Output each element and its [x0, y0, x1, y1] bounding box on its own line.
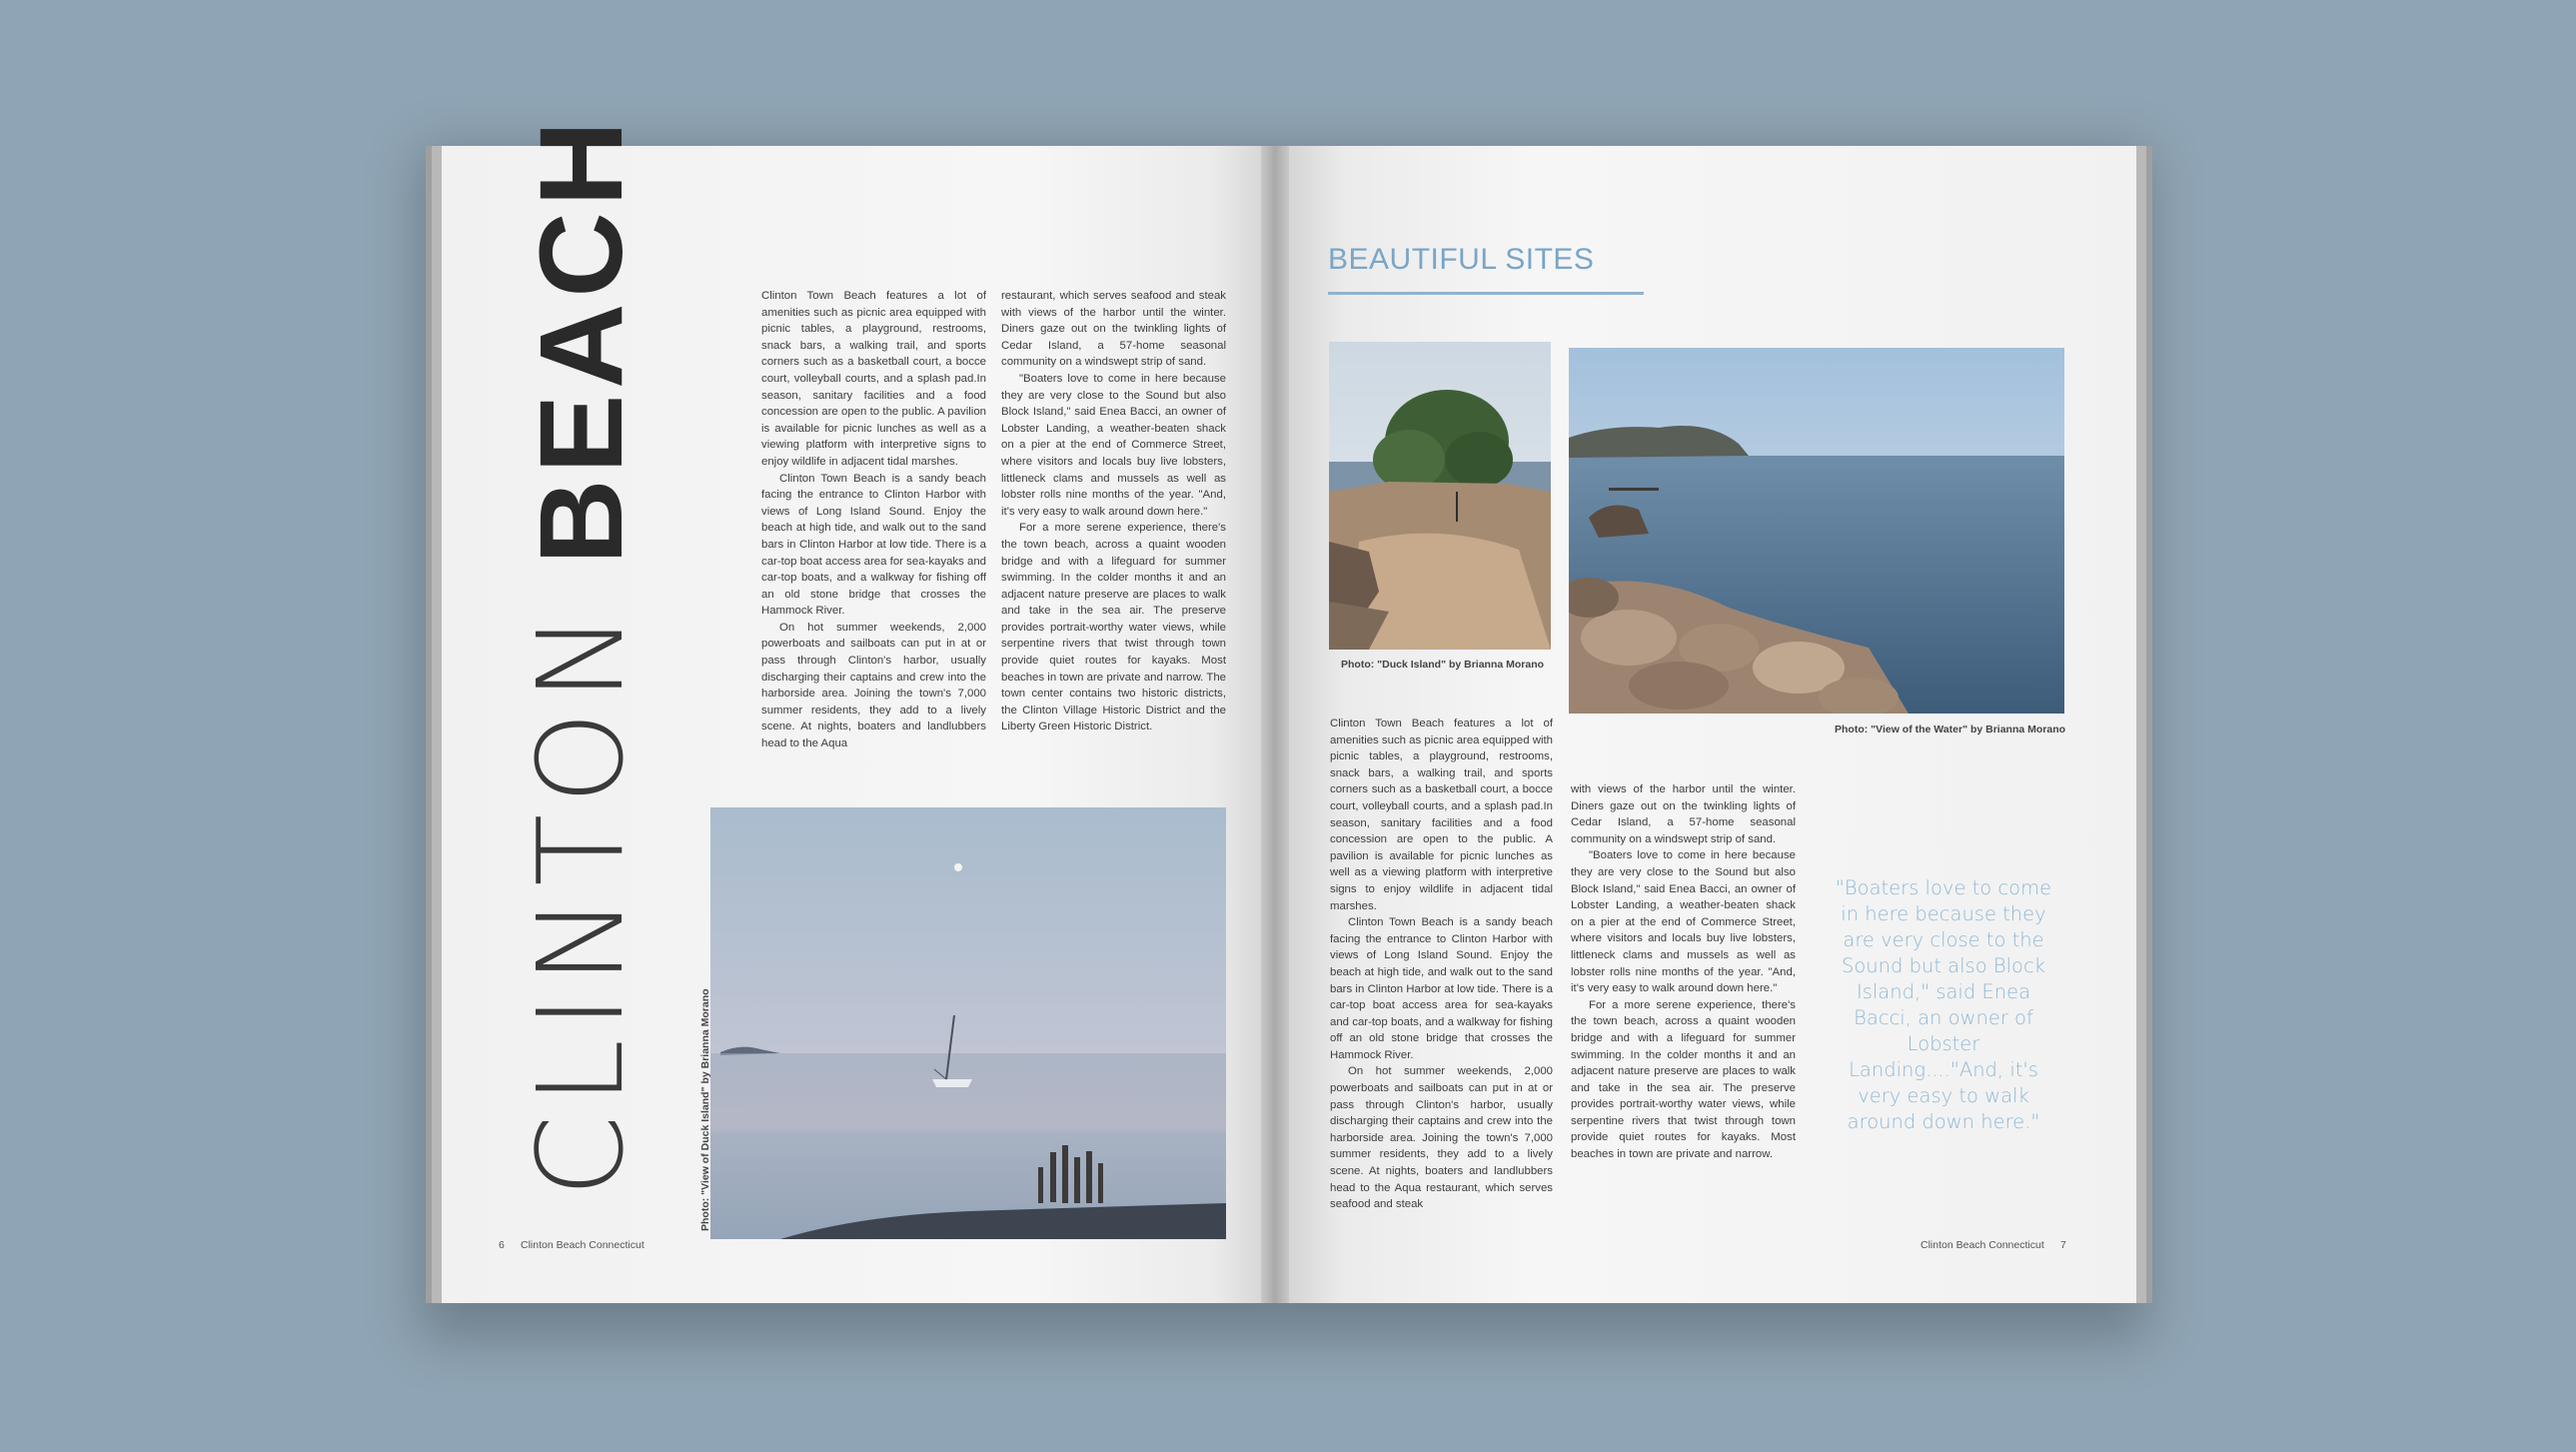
- duck-island-view-photo: [710, 807, 1226, 1239]
- left-col2-para-1: restaurant, which serves seafood and steak with views of the harbor until the winter. Diners gaze out on the twinkling lights of Cedar Island, a 57-home seasonal community on a windswept strip of sand.: [1001, 290, 1226, 369]
- left-photo-caption: Photo: "View of Duck Island" by Brianna Morano: [699, 988, 711, 1231]
- right-col2-para-1: with views of the harbor until the winter. Diners gaze out on the twinkling lights of Cedar Island, a 57-home seasonal community on a windswept strip of sand.: [1571, 783, 1796, 845]
- title-bold-word: BEACH: [516, 115, 647, 565]
- left-column-1: [761, 288, 986, 752]
- section-heading: BEAUTIFUL SITES: [1328, 243, 1595, 276]
- left-col1-para-2: Clinton Town Beach is a sandy beach facing the entrance to Clinton Harbor with views of Long Island Sound. Enjoy the beach at high tide, and walk out to the sand bars in Clinton Harbor at low tide. There is a car-top boat access area for sea-kayaks and car-top boats, and a walkway for fishing off an old stone bridge that crosses the Hammock River.: [761, 472, 986, 618]
- right-column-2: [1571, 781, 1796, 1163]
- left-footer-title: Clinton Beach Connecticut: [521, 1239, 644, 1251]
- water-view-caption: Photo: "View of the Water" by Brianna Morano: [1835, 724, 2066, 735]
- left-page-number: 6: [499, 1239, 505, 1251]
- title-light-word: CLINTON: [512, 603, 649, 1197]
- heading-underline: [1328, 292, 1644, 295]
- left-col2-para-2: "Boaters love to come in here because they are very close to the Sound but also Block Island," said Enea Bacci, an owner of Lobster Landing, a weather-beaten shack on a pier at the end of Commerce Street, where visitors and locals buy live lobsters, littleneck clams and mussels as well as lobster rolls nine months of the year. "And, it's very easy to walk around down here.": [1001, 372, 1226, 518]
- spine-gutter: [1261, 146, 1289, 1303]
- page-title-vertical: [512, 115, 649, 1197]
- right-col1-para-3: On hot summer weekends, 2,000 powerboats and sailboats can put in at or pass through Clinton's harbor, usually discharging their captains and crew into the harborside area. Joining the town's 7,000 summer residents, they add to a lively scene. At nights, boaters and landlubbers head to the Aqua restaurant, which serves seafood and steak: [1330, 1065, 1553, 1211]
- right-footer-title: Clinton Beach Connecticut: [1921, 1239, 2044, 1251]
- left-column-2: [1001, 288, 1226, 735]
- view-of-water-photo: [1569, 348, 2064, 714]
- duck-island-photo: [1329, 342, 1551, 650]
- left-col2-para-3: For a more serene experience, there's the town beach, across a quaint wooden bridge and with a lifeguard for summer swimming. In the colder months it and an adjacent nature preserve are places to walk and take in the sea air. The preserve provides portrait-worthy water views, while serpentine rivers that twist through town provide quiet routes for kayaks. Most beaches in town are private and narrow. The town center contains two historic districts, the Clinton Village Historic District and the Liberty Green Historic District.: [1001, 522, 1226, 733]
- right-col1-para-1: Clinton Town Beach features a lot of amenities such as picnic area equipped with picnic tables, a playground, restrooms, snack bars, a walking trail, and sports corners such as a basketball court, a bocce court, volleyball courts, and a splash pad.In season, sanitary facilities and a food concession are open to the public. A pavilion is available for picnic lunches as well as a viewing platform with interpretive signs to enjoy wildlife in adjacent tidal marshes.: [1330, 718, 1553, 912]
- right-page-number: 7: [2060, 1239, 2066, 1251]
- left-col1-para-3: On hot summer weekends, 2,000 powerboats and sailboats can put in at or pass through Clinton's harbor, usually discharging their captains and crew into the harborside area. Joining the town's 7,000 summer residents, they add to a lively scene. At nights, boaters and landlubbers head to the Aqua: [761, 621, 986, 750]
- right-col1-para-2: Clinton Town Beach is a sandy beach facing the entrance to Clinton Harbor with views of Long Island Sound. Enjoy the beach at high tide, and walk out to the sand bars in Clinton Harbor at low tide. There is a car-top boat access area for sea-kayaks and car-top boats, and a walkway for fishing off an old stone bridge that crosses the Hammock River.: [1330, 916, 1553, 1061]
- duck-island-caption: Photo: "Duck Island" by Brianna Morano: [1341, 659, 1545, 671]
- left-col1-para-1: Clinton Town Beach features a lot of amenities such as picnic area equipped with picnic tables, a playground, restrooms, snack bars, a walking trail, and sports corners such as a basketball court, a bocce court, volleyball courts, and a splash pad.In season, sanitary facilities and a food concession are open to the public. A pavilion is available for picnic lunches as well as a viewing platform with interpretive signs to enjoy wildlife in adjacent tidal marshes.: [761, 290, 986, 468]
- pull-quote: "Boaters love to come in here because they are very close to the Sound but also Block Island," said Enea Bacci, an owner of Lobster Landing...."And, it's very easy to walk around down here.": [1835, 876, 2052, 1133]
- right-column-1: [1330, 716, 1553, 1213]
- right-col2-para-3: For a more serene experience, there's the town beach, across a quaint wooden bridge and with a lifeguard for summer swimming. In the colder months it and an adjacent nature preserve are places to walk and take in the sea air. The preserve provides portrait-worthy water views, while serpentine rivers that twist through town provide quiet routes for kayaks. Most beaches in town are private and narrow.: [1571, 998, 1796, 1161]
- right-col2-para-2: "Boaters love to come in here because they are very close to the Sound but also Block Island," said Enea Bacci, an owner of Lobster Landing, a weather-beaten shack on a pier at the end of Commerce Street, where visitors and locals buy live lobsters, littleneck clams and mussels as well as lobster rolls nine months of the year. "And, it's very easy to walk around down here.": [1571, 849, 1796, 995]
